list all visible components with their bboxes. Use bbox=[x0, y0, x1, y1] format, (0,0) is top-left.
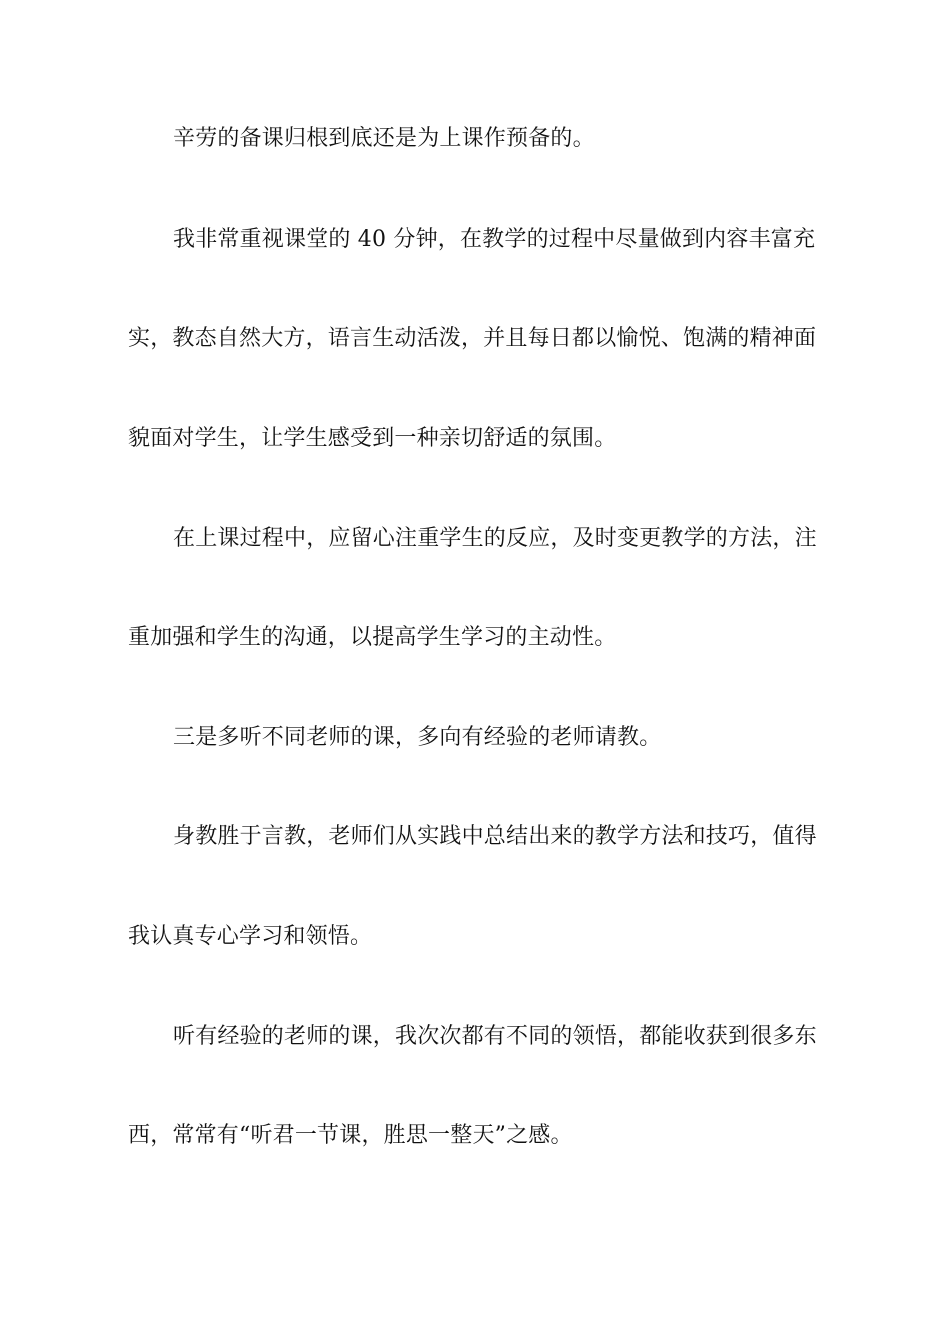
paragraph-line-8: 身教胜于言教，老师们从实践中总结出来的教学方法和技巧，值得 bbox=[173, 824, 817, 849]
paragraph-line-10: 听有经验的老师的课，我次次都有不同的领悟，都能收获到很多东 bbox=[173, 1024, 817, 1049]
paragraph-line-3: 实，教态自然大方，语言生动活泼，并且每日都以愉悦、饱满的精神面 bbox=[128, 326, 817, 351]
paragraph-line-9: 我认真专心学习和领悟。 bbox=[128, 924, 373, 949]
paragraph-line-1: 辛劳的备课归根到底还是为上课作预备的。 bbox=[173, 126, 595, 151]
paragraph-line-11: 西，常常有“听君一节课，胜思一整天”之感。 bbox=[128, 1123, 573, 1148]
paragraph-line-5: 在上课过程中，应留心注重学生的反应，及时变更教学的方法，注 bbox=[173, 526, 817, 551]
paragraph-line-7: 三是多听不同老师的课，多向有经验的老师请教。 bbox=[173, 725, 662, 750]
paragraph-line-6: 重加强和学生的沟通，以提高学生学习的主动性。 bbox=[128, 625, 617, 650]
paragraph-line-2: 我非常重视课堂的 40 分钟，在教学的过程中尽量做到内容丰富充 bbox=[173, 227, 816, 252]
paragraph-line-4: 貌面对学生，让学生感受到一种亲切舒适的氛围。 bbox=[128, 426, 617, 451]
